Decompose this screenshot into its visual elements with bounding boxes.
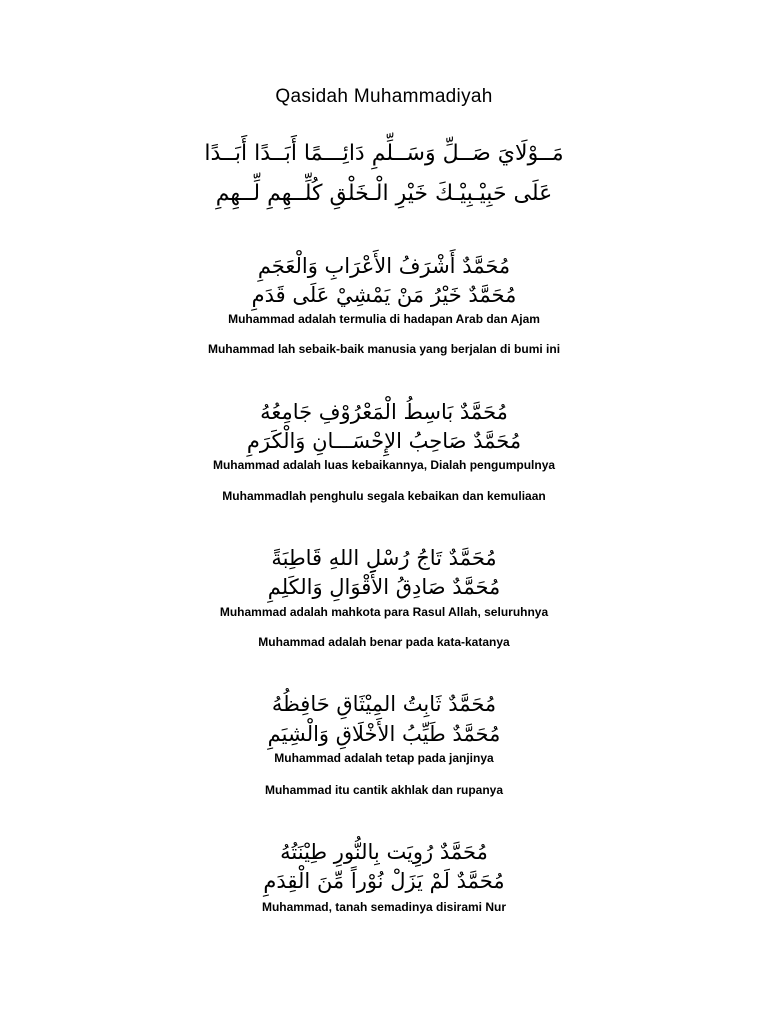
stanza-2-arabic-line-2: مُحَمَّدٌ صَاحِبُ الإِحْسَـــانِ وَالْكَرَمِ bbox=[246, 429, 522, 453]
stanza-4-arabic-line-1: مُحَمَّدٌ ثَابِتُ المِيْثَاقِ حَافِظُهُ bbox=[271, 692, 497, 716]
stanza-4-arabic-line-2: مُحَمَّدٌ طَيِّبُ الأَخْلَاقِ وَالْشِيَمِ bbox=[267, 722, 501, 746]
document-title: Qasidah Muhammadiyah bbox=[275, 86, 493, 107]
stanza-2-translation-line-2: Muhammadlah penghulu segala kebaikan dan kemuliaan bbox=[222, 489, 546, 503]
stanza-5-arabic-line-2: مُحَمَّدٌ لَمْ يَزَلْ نُوْراً مِّنَ الْقِدَمِ bbox=[263, 869, 505, 893]
stanza-1-arabic-line-2: مُحَمَّدٌ خَيْرُ مَنْ يَمْشِيْ عَلَى قَدَمِ bbox=[251, 283, 517, 307]
stanza-4-translation-line-1: Muhammad adalah tetap pada janjinya bbox=[274, 751, 494, 765]
stanza-3-arabic-line-2: مُحَمَّدٌ صَادِقُ الأَقْوَالِ وَالكَلِمِ bbox=[267, 575, 501, 599]
stanza-3-translation-line-1: Muhammad adalah mahkota para Rasul Allah, seluruhnya bbox=[219, 605, 549, 619]
stanza-2-translation-line-1: Muhammad adalah luas kebaikannya, Dialah pengumpulnya bbox=[212, 458, 556, 472]
stanza-1-arabic-line-1: مُحَمَّدٌ أَشْرَفُ الأَعْرَابِ وَالْعَجَمِ bbox=[257, 254, 511, 278]
stanza-5-translation-line-1: Muhammad, tanah semadinya disirami Nur bbox=[261, 900, 507, 914]
stanza-2-arabic-line-1: مُحَمَّدٌ بَاسِطُ الْمَعْرُوْفِ جَامِعُهُ bbox=[260, 400, 508, 424]
opening-verse-line-1: مَــوْلَايَ صَــلِّ وَسَــلِّمِ دَائِـــمًا أَبَــدًا أَبَــدًا bbox=[204, 141, 564, 166]
stanza-3-translation-line-2: Muhammad adalah benar pada kata-katanya bbox=[258, 635, 510, 649]
opening-verse-line-2: عَلَى حَبِيْـبِيْـكَ خَيْرِ الْـخَلْقِ كُلِّــهِمِ لِّــهِمِ bbox=[215, 181, 553, 206]
stanza-4-translation-line-2: Muhammad itu cantik akhlak dan rupanya bbox=[264, 783, 504, 797]
stanza-5-arabic-line-1: مُحَمَّدٌ رُوِيَت بِالنُّورِ طِيْنَتُهُ bbox=[280, 840, 488, 864]
stanza-1-translation-line-2: Muhammad lah sebaik-baik manusia yang berjalan di bumi ini bbox=[207, 342, 561, 356]
stanza-3-arabic-line-1: مُحَمَّدٌ تَاجُ رُسْلِ اللهِ قَاطِبَةً bbox=[271, 546, 497, 570]
stanza-1-translation-line-1: Muhammad adalah termulia di hadapan Arab dan Ajam bbox=[228, 312, 540, 326]
